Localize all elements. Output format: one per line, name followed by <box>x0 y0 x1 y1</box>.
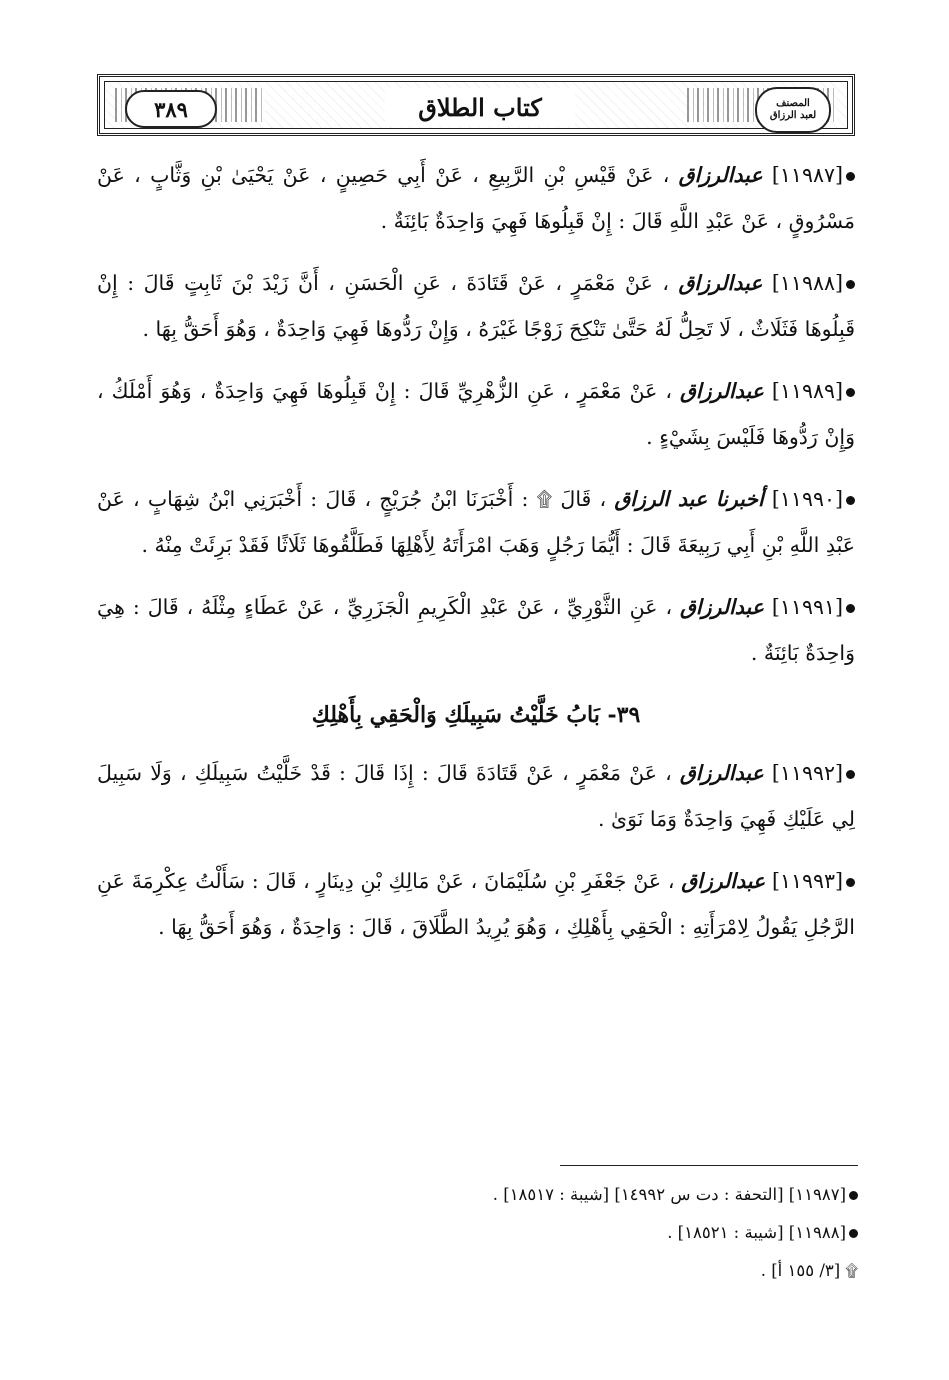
bullet-icon <box>846 604 855 613</box>
book-emblem <box>755 87 831 133</box>
emblem-line-1: المصنف <box>776 98 810 109</box>
hadith-text: ، عَنْ مَعْمَرٍ ، عَنِ الزُّهْرِيِّ قَالَ : إِنْ قَبِلُوهَا فَهِيَ وَاحِدَةٌ ، وَهُوَ أَمْلَكُ ، وَإِنْ رَدُّوهَا فَلَيْسَ بِشَيْءٍ . <box>97 379 855 449</box>
hadith-text: ، عَنِ الثَّوْرِيِّ ، عَنْ عَبْدِ الْكَرِيمِ الْجَزَرِيِّ ، عَنْ عَطَاءٍ مِثْلَهُ ، قَالَ : هِيَ وَاحِدَةٌ بَائِنَةٌ . <box>97 595 855 665</box>
bullet-icon <box>849 1191 858 1200</box>
hadith-entry: [١١٩٨٨] عبدالرزاق ، عَنْ مَعْمَرٍ ، عَنْ قَتَادَةَ ، عَنِ الْحَسَنِ ، أَنَّ زَيْدَ بْنَ ثَابِتٍ قَالَ : إِنْ قَبِلُوهَا فَثَلَاثٌ ، لَا تَحِلُّ لَهُ حَتَّىٰ تَنْكِحَ زَوْجًا غَيْرَهُ ، وَإِنْ رَدُّوهَا فَهِيَ وَاحِدَةٌ ، وَهُوَ أَحَقُّ بِهَا . <box>97 271 855 341</box>
hadith-text: ، قَالَ ۩ : أَخْبَرَنَا ابْنُ جُرَيْجٍ ، قَالَ : أَخْبَرَنِي ابْنُ شِهَابٍ ، عَنْ عَبْدِ اللَّهِ بْنِ أَبِي رَبِيعَةَ قَالَ : أَيُّمَا رَجُلٍ وَهَبَ امْرَأَتَهُ لِأَهْلِهَا فَطَلَّقُوهَا ثَلَاثًا فَقَدْ بَرِئَتْ مِنْهُ . <box>97 487 855 557</box>
narrator: عبدالرزاق <box>679 761 764 785</box>
header-frame <box>104 81 848 129</box>
bullet-icon <box>846 496 855 505</box>
hadith-number: ١١٩٩٢ <box>779 761 835 785</box>
hadith-number: ١١٩٩٠ <box>779 487 835 511</box>
hadith-text: ، عَنْ قَيْسِ بْنِ الرَّبِيعِ ، عَنْ أَبِي حَصِينٍ ، عَنْ يَحْيَىٰ بْنِ وَثَّابٍ ، عَنْ مَسْرُوقٍ ، عَنْ عَبْدِ اللَّهِ قَالَ : إِنْ قَبِلُوهَا فَهِيَ وَاحِدَةٌ بَائِنَةٌ . <box>97 163 855 233</box>
hadith-entry: [١١٩٩٠] أخبرنا عبد الرزاق ، قَالَ ۩ : أَخْبَرَنَا ابْنُ جُرَيْجٍ ، قَالَ : أَخْبَرَنِي ابْنُ شِهَابٍ ، عَنْ عَبْدِ اللَّهِ بْنِ أَبِي رَبِيعَةَ قَالَ : أَيُّمَا رَجُلٍ وَهَبَ امْرَأَتَهُ لِأَهْلِهَا فَطَلَّقُوهَا ثَلَاثًا فَقَدْ بَرِئَتْ مِنْهُ . <box>97 487 855 557</box>
hadith-number: ١١٩٨٧ <box>779 163 835 187</box>
page-number: ٣٨٩ <box>125 90 217 128</box>
emblem-line-2: لعبد الرزاق <box>769 110 817 121</box>
bullet-icon <box>846 172 855 181</box>
page-header <box>97 74 855 136</box>
hadith-number: ١١٩٨٨ <box>779 271 835 295</box>
hadith-entry: [١١٩٩٣] عبدالرزاق ، عَنْ جَعْفَرِ بْنِ سُلَيْمَانَ ، عَنْ مَالِكِ بْنِ دِينَارٍ ، قَالَ : سَأَلْتُ عِكْرِمَةَ عَنِ الرَّجُلِ يَقُولُ لِامْرَأَتِهِ : الْحَقِي بِأَهْلِكِ ، وَهُوَ يُرِيدُ الطَّلَاقَ ، قَالَ : وَاحِدَةٌ ، وَهُوَ أَحَقُّ بِهَا . <box>97 869 855 939</box>
narrator: عبدالرزاق <box>678 163 763 187</box>
hadith-entry: [١١٩٨٩] عبدالرزاق ، عَنْ مَعْمَرٍ ، عَنِ الزُّهْرِيِّ قَالَ : إِنْ قَبِلُوهَا فَهِيَ وَاحِدَةٌ ، وَهُوَ أَمْلَكُ ، وَإِنْ رَدُّوهَا فَلَيْسَ بِشَيْءٍ . <box>97 379 855 449</box>
bullet-icon <box>846 388 855 397</box>
narrator: عبدالرزاق <box>681 869 766 893</box>
narrator: عبدالرزاق <box>680 595 764 619</box>
footnote-divider <box>560 1165 858 1166</box>
footnotes <box>97 1176 858 1290</box>
book-title: كتاب الطلاق <box>385 88 575 126</box>
hadith-text: ، عَنْ جَعْفَرِ بْنِ سُلَيْمَانَ ، عَنْ مَالِكِ بْنِ دِينَارٍ ، قَالَ : سَأَلْتُ عِكْرِمَةَ عَنِ الرَّجُلِ يَقُولُ لِامْرَأَتِهِ : الْحَقِي بِأَهْلِكِ ، وَهُوَ يُرِيدُ الطَّلَاقَ ، قَالَ : وَاحِدَةٌ ، وَهُوَ أَحَقُّ بِهَا . <box>97 869 855 939</box>
hadith-entry: [١١٩٩٢] عبدالرزاق ، عَنْ مَعْمَرٍ ، عَنْ قَتَادَةَ قَالَ : إِذَا قَالَ : قَدْ خَلَّيْتُ سَبِيلَكِ ، وَلَا سَبِيلَ لِي عَلَيْكِ فَهِيَ وَاحِدَةٌ وَمَا نَوَىٰ . <box>97 761 855 831</box>
bullet-icon <box>849 1229 858 1238</box>
bullet-icon <box>846 878 855 887</box>
hadith-entry: [١١٩٨٧] عبدالرزاق ، عَنْ قَيْسِ بْنِ الرَّبِيعِ ، عَنْ أَبِي حَصِينٍ ، عَنْ يَحْيَىٰ بْنِ وَثَّابٍ ، عَنْ مَسْرُوقٍ ، عَنْ عَبْدِ اللَّهِ قَالَ : إِنْ قَبِلُوهَا فَهِيَ وَاحِدَةٌ بَائِنَةٌ . <box>97 163 855 233</box>
narrator: أخبرنا عبد الرزاق <box>614 487 764 511</box>
chapter-heading: ٣٩- بَابُ خَلَّيْتُ سَبِيلَكِ وَالْحَقِي بِأَهْلِكِ <box>311 702 641 728</box>
hadith-entry: [١١٩٩١] عبدالرزاق ، عَنِ الثَّوْرِيِّ ، عَنْ عَبْدِ الْكَرِيمِ الْجَزَرِيِّ ، عَنْ عَطَاءٍ مِثْلَهُ ، قَالَ : هِيَ وَاحِدَةٌ بَائِنَةٌ . <box>97 595 855 665</box>
footnote: [١١٩٨٧] [التحفة : دت س ١٤٩٩٢] [شيبة : ١٨٥١٧] . <box>97 1176 858 1214</box>
hadith-number: ١١٩٩١ <box>779 595 835 619</box>
hadith-number: ١١٩٩٣ <box>779 869 836 893</box>
hadith-text: ، عَنْ مَعْمَرٍ ، عَنْ قَتَادَةَ ، عَنِ الْحَسَنِ ، أَنَّ زَيْدَ بْنَ ثَابِتٍ قَالَ : إِنْ قَبِلُوهَا فَثَلَاثٌ ، لَا تَحِلُّ لَهُ حَتَّىٰ تَنْكِحَ زَوْجًا غَيْرَهُ ، وَإِنْ رَدُّوهَا فَهِيَ وَاحِدَةٌ ، وَهُوَ أَحَقُّ بِهَا . <box>97 271 855 341</box>
bullet-icon <box>846 770 855 779</box>
footnote: ۩ [٣/ ١٥٥ أ] . <box>760 1261 858 1280</box>
narrator: عبدالرزاق <box>679 379 764 403</box>
hadith-text: ، عَنْ مَعْمَرٍ ، عَنْ قَتَادَةَ قَالَ : إِذَا قَالَ : قَدْ خَلَّيْتُ سَبِيلَكِ ، وَلَا سَبِيلَ لِي عَلَيْكِ فَهِيَ وَاحِدَةٌ وَمَا نَوَىٰ . <box>97 761 855 831</box>
bullet-icon <box>846 280 855 289</box>
narrator: عبدالرزاق <box>678 271 763 295</box>
footnote: [١١٩٨٨] [شيبة : ١٨٥٢١] . <box>97 1214 858 1252</box>
page-body <box>97 152 855 966</box>
hadith-number: ١١٩٨٩ <box>779 379 835 403</box>
